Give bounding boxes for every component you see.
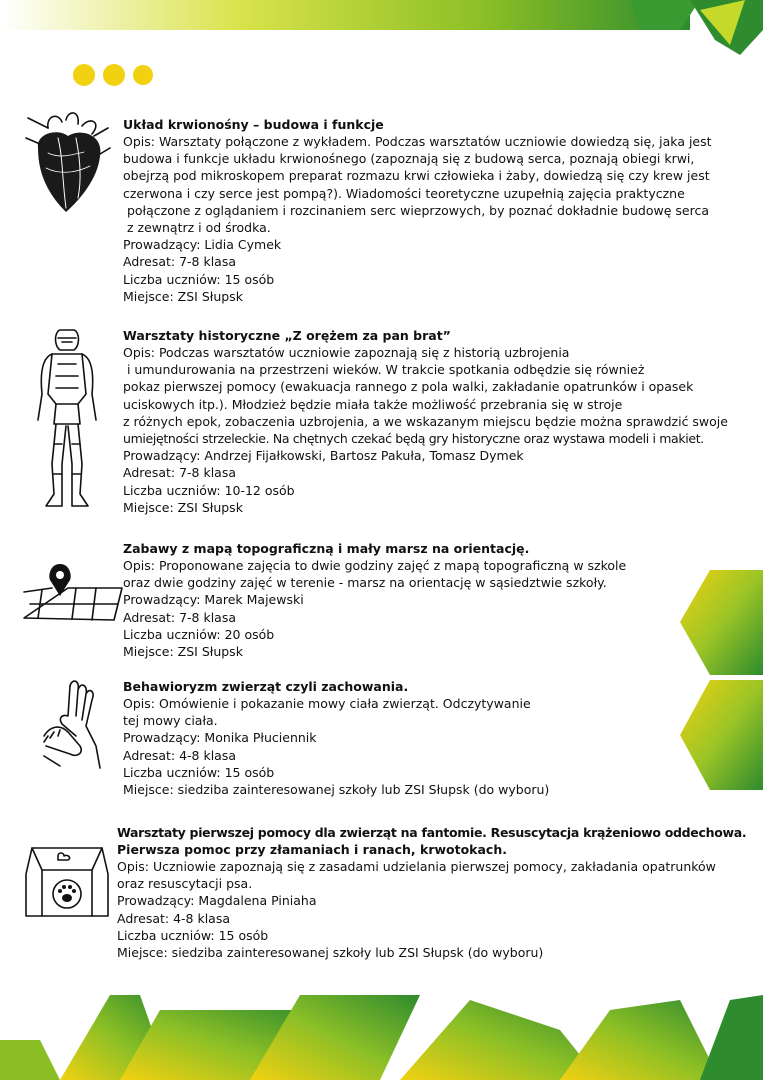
section-description-line: z różnych epok, zobaczenia uzbrojenia, a we wskazanym miejscu będzie można sprawdzić swoje xyxy=(123,413,728,429)
section-instructor: Prowadzący: Andrzej Fijałkowski, Bartosz Pakuła, Tomasz Dymek xyxy=(123,448,524,464)
section-student-count: Liczba uczniów: 10-12 osób xyxy=(123,482,295,498)
section-description-line: pokaz pierwszej pomocy (ewakuacja rannego z pola walki, zakładanie opatrunków i opasek xyxy=(123,379,694,395)
dot xyxy=(103,64,125,86)
workshop-section-circulatory xyxy=(123,116,743,305)
section-instructor: Prowadzący: Monika Płuciennik xyxy=(123,730,317,746)
section-student-count: Liczba uczniów: 20 osób xyxy=(123,626,275,642)
section-description-line: tej mowy ciała. xyxy=(123,713,218,729)
section-description-line: obejrzą pod mikroskopem preparat rozmazu krwi człowieka i żaby, dowiedzą się czy krew jest xyxy=(123,168,710,184)
workshop-section-topographic-map xyxy=(123,540,663,660)
section-audience: Adresat: 4-8 klasa xyxy=(123,747,237,763)
section-title: Warsztaty pierwszej pomocy dla zwierząt na fantomie. Resuscytacja krążeniowo oddechowa. xyxy=(117,825,747,840)
section-audience: Adresat: 7-8 klasa xyxy=(123,254,237,270)
knight-armor-icon xyxy=(32,324,102,514)
section-description-line: umiejętności strzeleckie. Na chętnych czekać będą gry historyczne oraz wystawa modeli i makiet. xyxy=(123,431,704,447)
bottom-shard-3 xyxy=(250,995,420,1080)
section-title: Warsztaty historyczne „Z orężem za pan brat” xyxy=(123,328,451,343)
bottom-shard-6 xyxy=(700,995,763,1080)
bottom-shard-5 xyxy=(560,1000,720,1080)
section-description-line: połączone z oglądaniem i rozcinaniem serc wieprzowych, by poznać dokładnie budowę serca xyxy=(123,202,709,218)
hand-and-paw-icon xyxy=(40,676,110,771)
section-description-line: Opis: Proponowane zajęcia to dwie godziny zajęć z mapą topograficzną w szkole xyxy=(123,558,627,573)
section-description-line: uciskowych itp.). Młodzież będzie miała także możliwość przebrania się w stroje xyxy=(123,396,623,412)
section-student-count: Liczba uczniów: 15 osób xyxy=(123,764,275,780)
section-title: Układ krwionośny – budowa i funkcje xyxy=(123,117,384,132)
section-description-line: Opis: Uczniowie zapoznają się z zasadami udzielania pierwszej pomocy, zakładania opatrunków xyxy=(117,859,716,874)
section-audience: Adresat: 7-8 klasa xyxy=(123,609,237,625)
section-title: Behawioryzm zwierząt czyli zachowania. xyxy=(123,679,409,694)
section-instructor: Prowadzący: Magdalena Piniaha xyxy=(117,893,317,909)
section-location: Miejsce: ZSI Słupsk xyxy=(123,288,243,304)
section-description-line: czerwona i czy serce jest pompą?). Wiadomości teoretyczne uzupełnią zajęcia praktyczne xyxy=(123,185,685,201)
section-description-line: Opis: Warsztaty połączone z wykładem. Podczas warsztatów uczniowie dowiedzą się, jaka jest xyxy=(123,134,712,149)
anatomical-heart-icon xyxy=(18,108,118,218)
dot xyxy=(133,65,153,85)
section-location: Miejsce: siedziba zainteresowanej szkoły lub ZSI Słupsk (do wyboru) xyxy=(123,782,550,798)
section-description-line: i umundurowania na przestrzeni wieków. W trakcie spotkania odbędzie się również xyxy=(123,362,645,378)
section-description-line: Opis: Podczas warsztatów uczniowie zapoznają się z historią uzbrojenia xyxy=(123,345,570,360)
section-description-line: oraz resuscytacji psa. xyxy=(117,876,253,892)
workshop-section-animal-behavior xyxy=(123,678,663,798)
section-instructor: Prowadzący: Lidia Cymek xyxy=(123,237,282,253)
workshop-section-animal-first-aid xyxy=(117,824,747,961)
section-description-line: budowa i funkcje układu krwionośnego (zapoznają się z budową serca, poznają obiegi krwi, xyxy=(123,151,695,167)
section-location: Miejsce: ZSI Słupsk xyxy=(123,499,243,515)
section-description-line: oraz dwie godziny zajęć w terenie - marsz na orientację w sąsiedztwie szkoły. xyxy=(123,575,607,591)
section-audience: Adresat: 7-8 klasa xyxy=(123,465,237,481)
right-hexagon-top xyxy=(680,570,763,675)
section-description-line: Opis: Omówienie i pokazanie mowy ciała zwierząt. Odczytywanie xyxy=(123,696,531,711)
section-instructor: Prowadzący: Marek Majewski xyxy=(123,592,304,608)
workshop-section-historical xyxy=(123,327,753,516)
section-location: Miejsce: ZSI Słupsk xyxy=(123,644,243,660)
section-description-line: z zewnątrz i od środka. xyxy=(123,220,271,236)
section-student-count: Liczba uczniów: 15 osób xyxy=(117,927,269,943)
section-student-count: Liczba uczniów: 15 osób xyxy=(123,271,275,287)
yellow-dots xyxy=(73,64,153,86)
section-audience: Adresat: 4-8 klasa xyxy=(117,910,231,926)
pet-food-bag-icon xyxy=(22,840,112,920)
right-hexagon-bottom xyxy=(680,680,763,790)
section-location: Miejsce: siedziba zainteresowanej szkoły lub ZSI Słupsk (do wyboru) xyxy=(117,945,544,961)
top-band xyxy=(0,0,690,30)
map-pin-icon xyxy=(18,562,128,624)
section-title: Zabawy z mapą topograficzną i mały marsz na orientację. xyxy=(123,541,530,556)
section-title-line-2: Pierwsza pomoc przy złamaniach i ranach, krwotokach. xyxy=(117,842,507,857)
dot xyxy=(73,64,95,86)
